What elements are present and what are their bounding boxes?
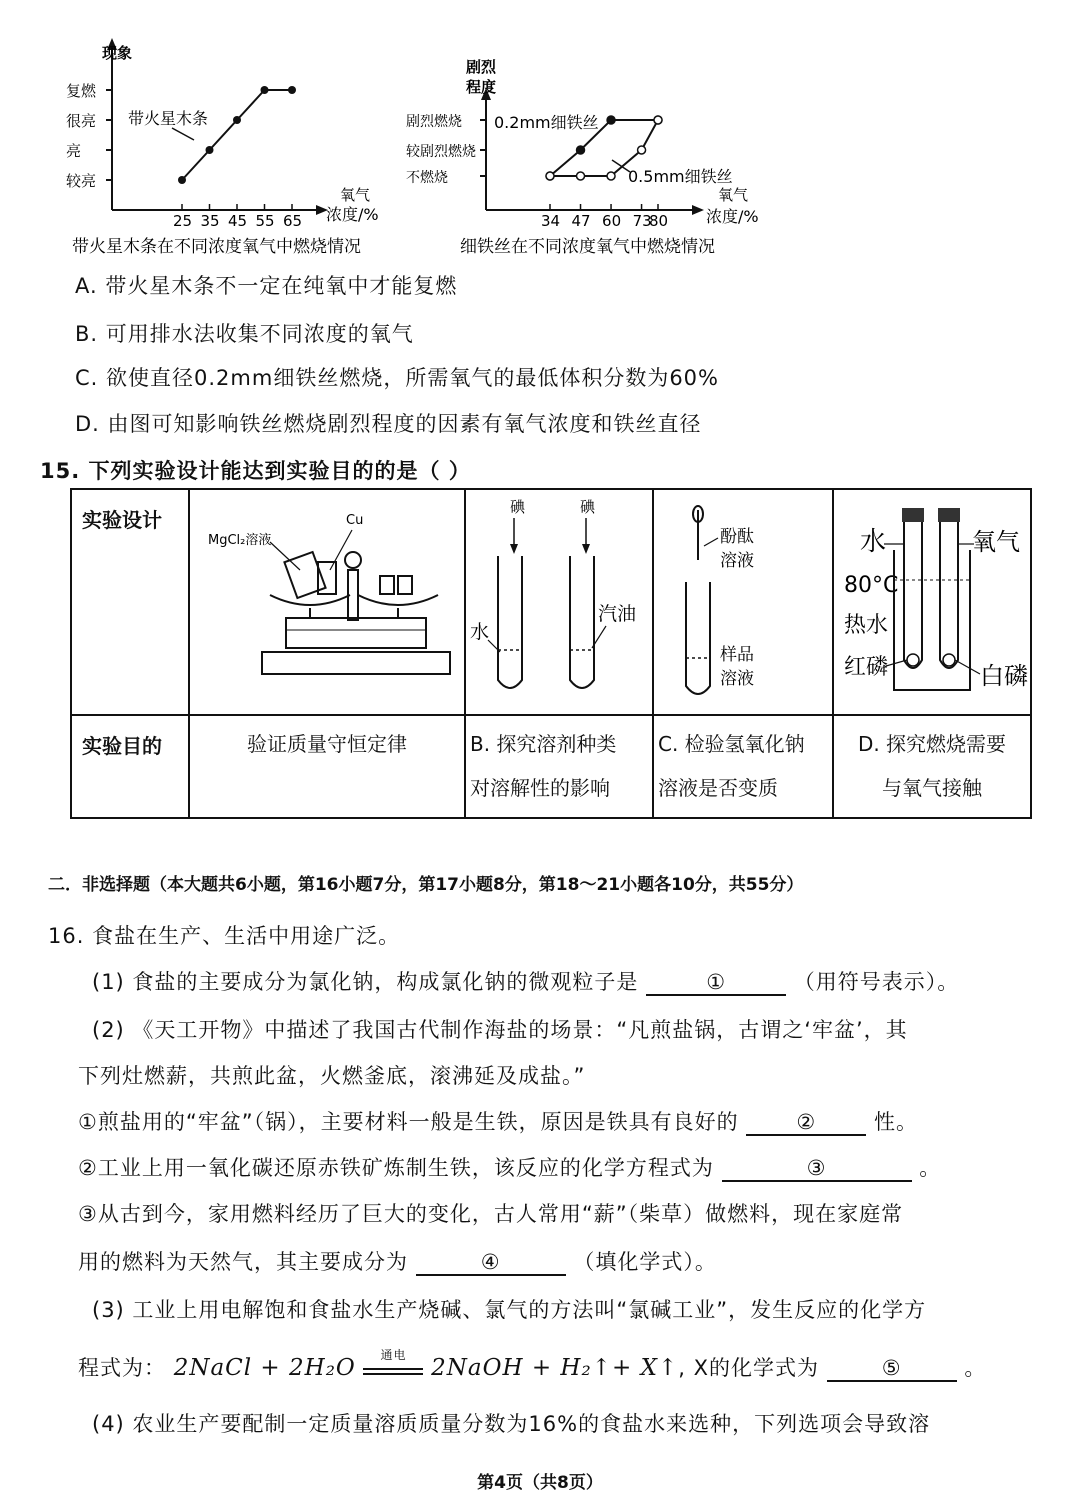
purpose-c xyxy=(653,715,833,818)
row-label-design xyxy=(71,489,189,715)
test-tube-phenolphthalein xyxy=(654,490,832,710)
right-x-title-2: 浓度/% xyxy=(706,207,759,226)
right-x-ticks xyxy=(541,204,668,230)
charts-svg xyxy=(0,0,1080,265)
right-series-a-label: 0.2mm细铁丝 xyxy=(494,113,599,132)
right-x-tick-label: 34 xyxy=(541,212,561,230)
option-c: C. 欲使直径0.2mm细铁丝燃烧，所需氧气的最低体积分数为60% xyxy=(75,366,719,390)
purpose-b-text xyxy=(466,716,652,816)
tube-sample xyxy=(686,582,710,694)
blank-1[interactable]: ① xyxy=(646,970,786,996)
purpose-a xyxy=(189,715,465,818)
left-x-tick-label: 35 xyxy=(200,212,220,230)
right-series-point-2 xyxy=(546,172,554,180)
right-series-point-2 xyxy=(654,116,662,124)
purpose-d-line2: 与氧气接触 xyxy=(882,776,982,800)
label-d-white: 白磷 xyxy=(980,662,1028,690)
label-sample-1: 样品 xyxy=(720,645,754,665)
option-b: B. 可用排水法收集不同浓度的氧气 xyxy=(75,322,414,346)
right-x-tick-label: 80 xyxy=(649,212,669,230)
equation-right: 2NaOH + H₂↑+ X↑ xyxy=(431,1355,679,1381)
right-x-tick-label: 47 xyxy=(571,212,591,230)
option-d: D. 由图可知影响铁丝燃烧剧烈程度的因素有氧气浓度和铁丝直径 xyxy=(75,412,702,436)
left-x-title-2: 浓度/% xyxy=(326,205,379,224)
right-series-point-1 xyxy=(577,146,585,154)
charts-area xyxy=(0,0,1080,265)
right-series-point-1 xyxy=(607,116,615,124)
page-footer: 第4页（共8页） xyxy=(477,1473,603,1493)
purpose-d xyxy=(833,715,1031,818)
label-iodine-right: 碘 xyxy=(580,498,596,516)
row-label-design-text: 实验设计 xyxy=(82,508,162,532)
purpose-b-line1: B. 探究溶剂种类 xyxy=(470,732,617,756)
purpose-b-line2: 对溶解性的影响 xyxy=(470,776,610,800)
blank-4[interactable]: ④ xyxy=(416,1250,566,1276)
q16-p2-line2: 下列灶燃薪，共煎此盆，火燃釜底，滚沸延及成盐。” xyxy=(78,1064,586,1088)
equation-left: 2NaCl + 2H₂O xyxy=(173,1355,356,1381)
q16-s3-line2 xyxy=(78,1246,717,1276)
q16-s1-pre: ①煎盐用的“牢盆”（锅），主要材料一般是生铁，原因是铁具有良好的 xyxy=(78,1110,739,1134)
purpose-a-text: 验证质量守恒定律 xyxy=(247,732,407,756)
right-y-title-2: 程度 xyxy=(466,78,497,96)
equation-condition: 通电 xyxy=(380,1348,407,1362)
label-d-red: 红磷 xyxy=(844,655,889,680)
q16-p2-line1: (2) 《天工开物》中描述了我国古代制作海盐的场景：“凡煎盐锅，古谓之‘牢盆’，其 xyxy=(92,1018,908,1042)
right-x-title-1: 氧气 xyxy=(718,186,749,204)
left-x-tick-label: 45 xyxy=(228,212,248,230)
design-c xyxy=(653,489,833,715)
left-x-tick-label: 25 xyxy=(173,212,193,230)
label-iodine-left: 碘 xyxy=(510,498,526,516)
label-reagent-1: 酚酞 xyxy=(720,527,754,547)
left-label-leader xyxy=(172,128,194,140)
label-d-hot: 热水 xyxy=(844,613,889,638)
q16-p3-pre: 程式为： xyxy=(78,1356,166,1380)
right-x-arrow xyxy=(692,205,704,215)
label-reagent-2: 溶液 xyxy=(720,551,754,571)
label-d-temp: 80°C xyxy=(844,573,899,598)
q16-s3-post: （填化学式）。 xyxy=(573,1250,717,1274)
left-x-tick-label: 55 xyxy=(255,212,275,230)
left-y-level-label: 亮 xyxy=(66,142,82,160)
q16-s1 xyxy=(78,1106,918,1136)
q16-p3-line1: (3) 工业上用电解饱和食盐水生产烧碱、氯气的方法叫“氯碱工业”，发生反应的化学方 xyxy=(92,1298,927,1322)
label-d-water: 水 xyxy=(860,527,887,557)
q16-p3-line2 xyxy=(78,1348,987,1382)
left-series xyxy=(178,86,296,184)
left-y-level-label: 很亮 xyxy=(66,112,97,130)
q16-p3-post: 。 xyxy=(964,1356,987,1380)
left-series-point xyxy=(206,146,214,154)
right-y-level-label: 不燃烧 xyxy=(406,170,448,186)
q16-s2-pre: ②工业上用一氧化碳还原赤铁矿炼制生铁，该反应的化学方程式为 xyxy=(78,1156,714,1180)
left-y-level-label: 复燃 xyxy=(66,82,97,100)
section2-heading: 二．非选择题（本大题共6小题，第16小题7分，第17小题8分，第18～21小题各10分，共55分） xyxy=(48,875,804,895)
right-series-point-2 xyxy=(577,172,585,180)
left-series-point xyxy=(288,86,296,94)
q16-p1-pre: (1) 食盐的主要成分为氯化钠，构成氯化钠的微观粒子是 xyxy=(92,970,639,994)
right-caption: 细铁丝在不同浓度氧气中燃烧情况 xyxy=(460,237,715,257)
design-a xyxy=(189,489,465,715)
left-series-point xyxy=(233,116,241,124)
q16-s3-pre: 用的燃料为天然气，其主要成分为 xyxy=(78,1250,408,1274)
purpose-c-line1: C. 检验氢氧化钠 xyxy=(658,732,805,756)
right-x-tick-label: 60 xyxy=(602,212,622,230)
q15-table xyxy=(70,488,1032,819)
equation-equal xyxy=(363,1368,423,1375)
left-series-line xyxy=(182,90,292,180)
q16-s1-post: 性。 xyxy=(873,1110,918,1134)
left-x-ticks xyxy=(173,204,302,230)
right-pan xyxy=(358,595,438,605)
equation-arrow xyxy=(363,1348,423,1375)
q16-s2 xyxy=(78,1152,941,1182)
design-d xyxy=(833,489,1031,715)
left-caption: 带火星木条在不同浓度氧气中燃烧情况 xyxy=(72,237,361,257)
label-mgcl2: MgCl₂溶液 xyxy=(208,533,272,548)
right-x-tick-label: 73 xyxy=(632,212,652,230)
label-water: 水 xyxy=(470,621,490,643)
q16-p4-line1: (4) 农业生产要配制一定质量溶质质量分数为16%的食盐水来选种，下列选项会导致溶 xyxy=(92,1412,931,1436)
purpose-d-text xyxy=(834,716,1030,816)
blank-5[interactable]: ⑤ xyxy=(827,1356,957,1382)
left-y-level-label: 较亮 xyxy=(66,172,97,190)
blank-3[interactable]: ③ xyxy=(722,1156,912,1182)
left-y-levels xyxy=(66,82,112,190)
left-x-title-1: 氧气 xyxy=(340,186,371,204)
left-series-point xyxy=(178,176,186,184)
left-pan xyxy=(270,595,350,605)
right-y-title-1: 剧烈 xyxy=(466,58,497,76)
right-series-b-label: 0.5mm细铁丝 xyxy=(628,167,733,186)
purpose-c-line2: 溶液是否变质 xyxy=(658,776,778,800)
purpose-c-text xyxy=(654,716,832,816)
beaker-phosphorus xyxy=(834,490,1030,710)
right-series-point-2 xyxy=(607,172,615,180)
blank-2[interactable]: ② xyxy=(746,1110,866,1136)
label-d-oxygen: 氧气 xyxy=(972,528,1020,556)
label-cu: Cu xyxy=(346,513,364,528)
left-series-label: 带火星木条 xyxy=(128,109,209,128)
label-gasoline: 汽油 xyxy=(598,603,637,625)
q16-p1 xyxy=(92,966,959,996)
q16-p3-mid: , X的化学式为 xyxy=(678,1356,819,1380)
purpose-d-line1: D. 探究燃烧需要 xyxy=(857,732,1007,756)
left-y-title: 现象 xyxy=(102,44,133,62)
design-b xyxy=(465,489,653,715)
tube-water xyxy=(498,556,522,688)
option-a: A. 带火星木条不一定在纯氧中才能复燃 xyxy=(75,274,458,298)
row-label-purpose-text: 实验目的 xyxy=(82,734,162,758)
left-x-tick-label: 65 xyxy=(283,212,303,230)
right-series-point-2 xyxy=(638,146,646,154)
q16-p1-post: （用符号表示）。 xyxy=(793,970,960,994)
label-sample-2: 溶液 xyxy=(720,669,754,689)
q16-s3-line1: ③从古到今，家用燃料经历了巨大的变化，古人常用“薪”（柴草）做燃料，现在家庭常 xyxy=(78,1202,904,1226)
test-tubes-iodine xyxy=(466,490,652,710)
tube-gasoline xyxy=(570,556,594,688)
balance-base xyxy=(262,652,450,674)
balance-apparatus xyxy=(190,490,464,710)
row-label-purpose xyxy=(71,715,189,818)
q15-stem: 15. 下列实验设计能达到实验目的的是（ ） xyxy=(40,459,471,483)
right-y-level-label: 剧烈燃烧 xyxy=(406,114,462,130)
left-series-point xyxy=(261,86,269,94)
q16-stem: 16. 食盐在生产、生活中用途广泛。 xyxy=(48,924,401,948)
right-y-levels xyxy=(406,113,486,186)
right-y-level-label: 较剧烈燃烧 xyxy=(406,144,476,160)
q16-s2-post: 。 xyxy=(919,1156,942,1180)
purpose-b xyxy=(465,715,653,818)
